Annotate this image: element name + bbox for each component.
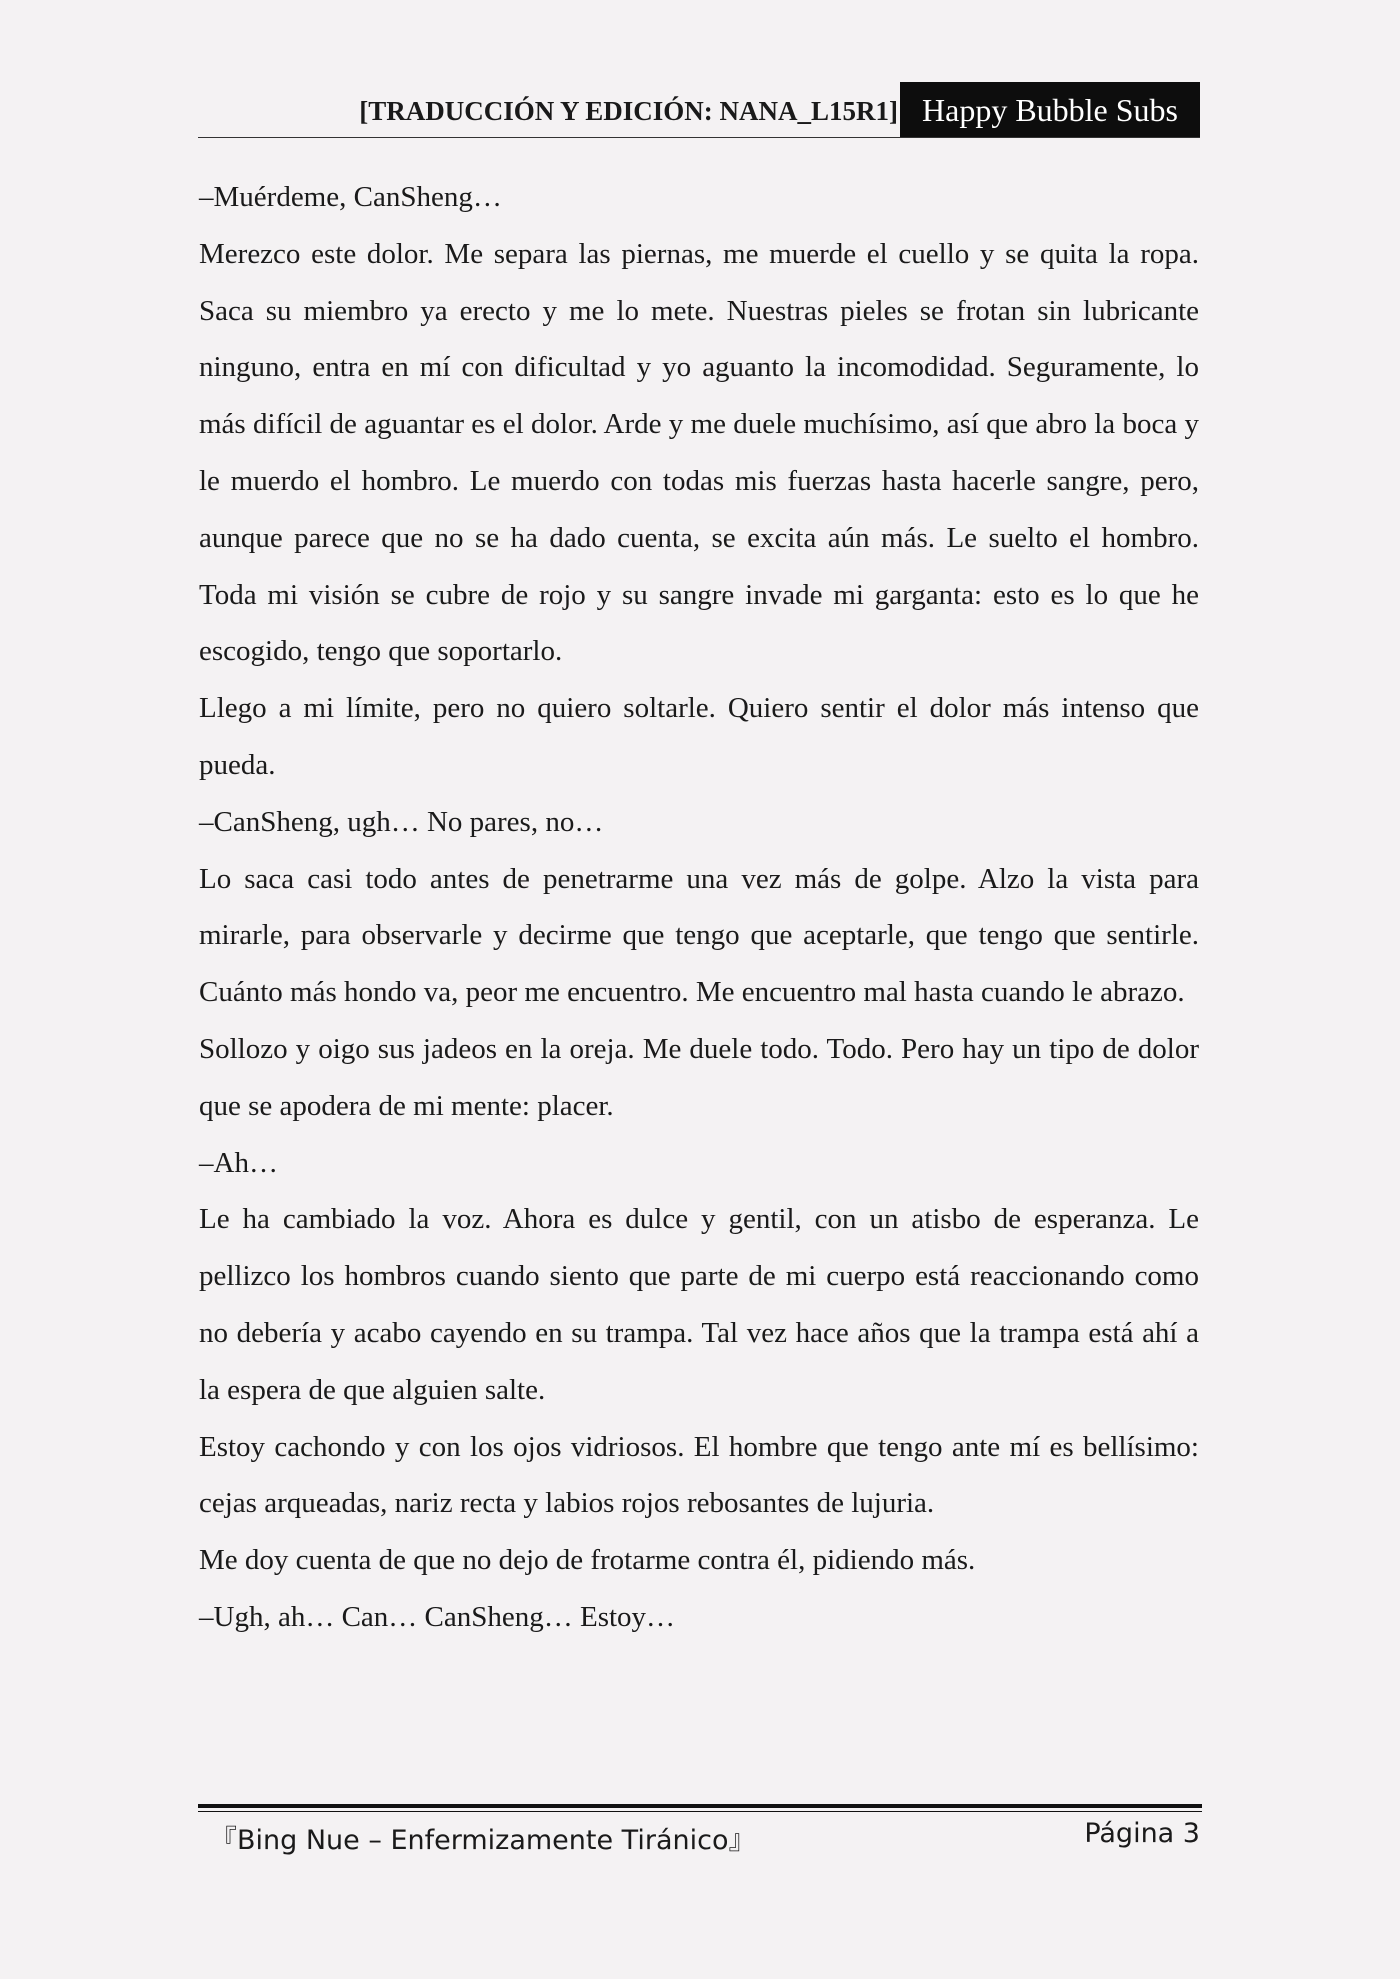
paragraph: Llego a mi límite, pero no quiero soltarle. Quiero sentir el dolor más intenso que pueda. <box>199 692 1199 781</box>
paragraph: Merezco este dolor. Me separa las piernas, me muerde el cuello y se quita la ropa. Saca su miembro ya erecto y me lo mete. Nuestras pieles se frotan sin lubricante ninguno, entra en mí con dificultad y yo aguanto la incomodidad. Seguramente, lo más difícil de aguantar es el dolor. Arde y me duele muchísimo, así que abro la boca y le muerdo el hombro. Le muerdo con todas mis fuerzas hasta hacerle sangre, pero, aunque parece que no se ha dado cuenta, se excita aún más. Le suelto el hombro. Toda mi visión se cubre de rojo y su sangre invade mi garganta: esto es lo que he escogido, tengo que soportarlo. <box>199 237 1199 668</box>
footer-divider-thin <box>198 1811 1202 1812</box>
paragraph: Sollozo y oigo sus jadeos en la oreja. Me duele todo. Todo. Pero hay un tipo de dolor que se apodera de mi mente: placer. <box>199 1032 1199 1122</box>
book-title: 『Bing Nue – Enfermizamente Tiránico』 <box>210 1825 756 1856</box>
footer-divider-thick <box>198 1804 1202 1808</box>
translation-credit: [TRADUCCIÓN Y EDICIÓN: NANA_L15R1] <box>359 96 898 126</box>
page-header <box>198 82 1200 138</box>
paragraph: Le ha cambiado la voz. Ahora es dulce y gentil, con un atisbo de esperanza. Le pellizco los hombros cuando siento que parte de mi cuerpo está reaccionando como no debería y acabo cayendo en su trampa. Tal vez hace años que la trampa está ahí a la espera de que alguien salte. <box>199 1203 1199 1406</box>
paragraph: Estoy cachondo y con los ojos vidriosos. El hombre que tengo ante mí es bellísimo: cejas arqueadas, nariz recta y labios rojos rebosantes de lujuria. <box>199 1430 1199 1520</box>
header-divider <box>198 137 1200 138</box>
paragraph: –Ugh, ah… Can… CanSheng… Estoy… <box>199 1600 676 1633</box>
paragraph: –Ah… <box>199 1146 278 1179</box>
paragraph: Me doy cuenta de que no dejo de frotarme contra él, pidiendo más. <box>199 1544 976 1577</box>
paragraph: Lo saca casi todo antes de penetrarme una vez más de golpe. Alzo la vista para mirarle, para observarle y decirme que tengo que aceptarle, que tengo que sentirle. Cuánto más hondo va, peor me encuentro. Me encuentro mal hasta cuando le abrazo. <box>199 862 1199 1009</box>
brand-label: Happy Bubble Subs <box>900 82 1200 138</box>
paragraph: –CanSheng, ugh… No pares, no… <box>199 805 604 838</box>
paragraph: –Muérdeme, CanSheng… <box>199 181 502 213</box>
page-number: Página 3 <box>1084 1818 1200 1849</box>
body-text <box>199 169 1199 1646</box>
page-footer <box>210 1818 1200 1862</box>
